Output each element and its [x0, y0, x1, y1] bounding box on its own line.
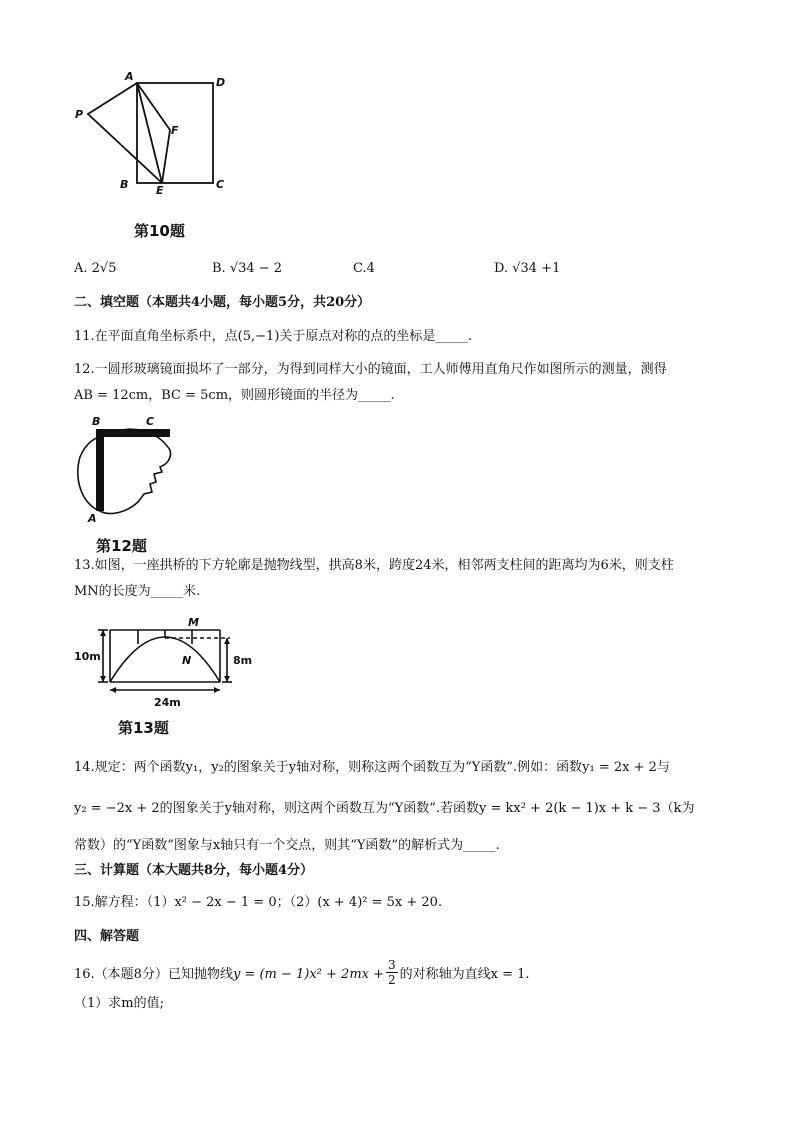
square-ruler-vertical — [96, 429, 104, 511]
figure-q12 — [72, 412, 182, 524]
triangle-ape — [88, 83, 162, 183]
question-13-line1: 13.如图，一座拱桥的下方轮廓是抛物线型，拱高8米，跨度24米，相邻两支柱间的距离均为6米，则支柱 — [74, 558, 674, 573]
broken-mirror-outline — [78, 429, 171, 513]
option-a: A. 2√5 — [74, 261, 117, 276]
label-d: D — [216, 76, 226, 89]
arrow-24m-left — [110, 687, 116, 693]
label-e: E — [156, 184, 164, 195]
label-f: F — [171, 124, 179, 137]
label-c: C — [216, 178, 225, 191]
question-16-part1: （1）求m的值; — [74, 996, 164, 1011]
option-d: D. √34 +1 — [494, 261, 561, 276]
segment-ae — [137, 83, 162, 183]
q16-equation: y = (m − 1)x² + 2mx + — [232, 967, 385, 982]
section-2-heading: 二、填空题（本题共4小题，每小题5分，共20分） — [74, 295, 371, 310]
question-15: 15.解方程：（1）x² − 2x − 1 = 0；（2）(x + 4)² = 5x + 20. — [74, 895, 443, 910]
option-b: B. √34 − 2 — [212, 261, 283, 276]
label-n: N — [182, 654, 192, 667]
q16-frac-den: 2 — [388, 973, 396, 987]
question-12-line2: AB = 12cm，BC = 5cm，则圆形镜面的半径为_____. — [74, 388, 395, 403]
option-c: C.4 — [353, 261, 375, 276]
square-ruler-horizontal — [96, 429, 170, 437]
arrow-10m-top — [100, 630, 106, 636]
section-3-heading: 三、计算题（本大题共8分，每小题4分） — [74, 863, 314, 878]
question-12-line1: 12.一圆形玻璃镜面损坏了一部分，为得到同样大小的镜面，工人师傅用直角尺作如图所示的测量，测得 — [74, 362, 667, 377]
figure-q13 — [70, 612, 270, 712]
label-b: B — [120, 178, 129, 191]
label-c-q12: C — [146, 415, 155, 428]
q16-frac-num: 3 — [388, 958, 396, 972]
q16-suffix: 的对称轴为直线x = 1. — [399, 967, 530, 982]
arrow-24m-right — [214, 687, 220, 693]
question-16 — [74, 960, 530, 989]
arrow-8m-top — [224, 638, 230, 644]
parabolic-arch — [110, 637, 220, 682]
q16-prefix: 16.（本题8分）已知抛物线 — [74, 967, 233, 982]
figure-q10 — [70, 70, 230, 195]
triangle-afe — [137, 83, 170, 183]
label-8m: 8m — [233, 654, 253, 667]
label-10m: 10m — [74, 650, 101, 663]
q16-fraction — [386, 958, 398, 987]
question-11: 11.在平面直角坐标系中，点(5,−1)关于原点对称的点的坐标是_____. — [74, 329, 473, 344]
arrow-10m-bottom — [100, 676, 106, 682]
caption-q13: 第13题 — [118, 719, 169, 737]
section-4-heading: 四、解答题 — [74, 929, 140, 944]
label-b-q12: B — [92, 415, 101, 428]
label-p: P — [75, 108, 84, 121]
caption-q10: 第10题 — [134, 222, 185, 240]
arrow-8m-bottom — [224, 676, 230, 682]
label-m: M — [188, 616, 199, 629]
question-14-line2: y₂ = −2x + 2的图象关于y轴对称，则这两个函数互为“Y函数”.若函数y = kx² + 2(k − 1)x + k − 3（k为 — [74, 801, 695, 816]
question-14-line3: 常数）的“Y函数”图象与x轴只有一个交点，则其“Y函数”的解析式为_____. — [74, 838, 500, 853]
label-a-q12: A — [88, 512, 97, 524]
caption-q12: 第12题 — [96, 537, 147, 555]
question-13-line2: MN的长度为_____米. — [74, 584, 201, 599]
question-14-line1: 14.规定：两个函数y₁，y₂的图象关于y轴对称，则称这两个函数互为“Y函数”.例如：函数y₁ = 2x + 2与 — [74, 760, 670, 775]
label-a: A — [125, 70, 134, 83]
label-24m: 24m — [154, 696, 181, 709]
